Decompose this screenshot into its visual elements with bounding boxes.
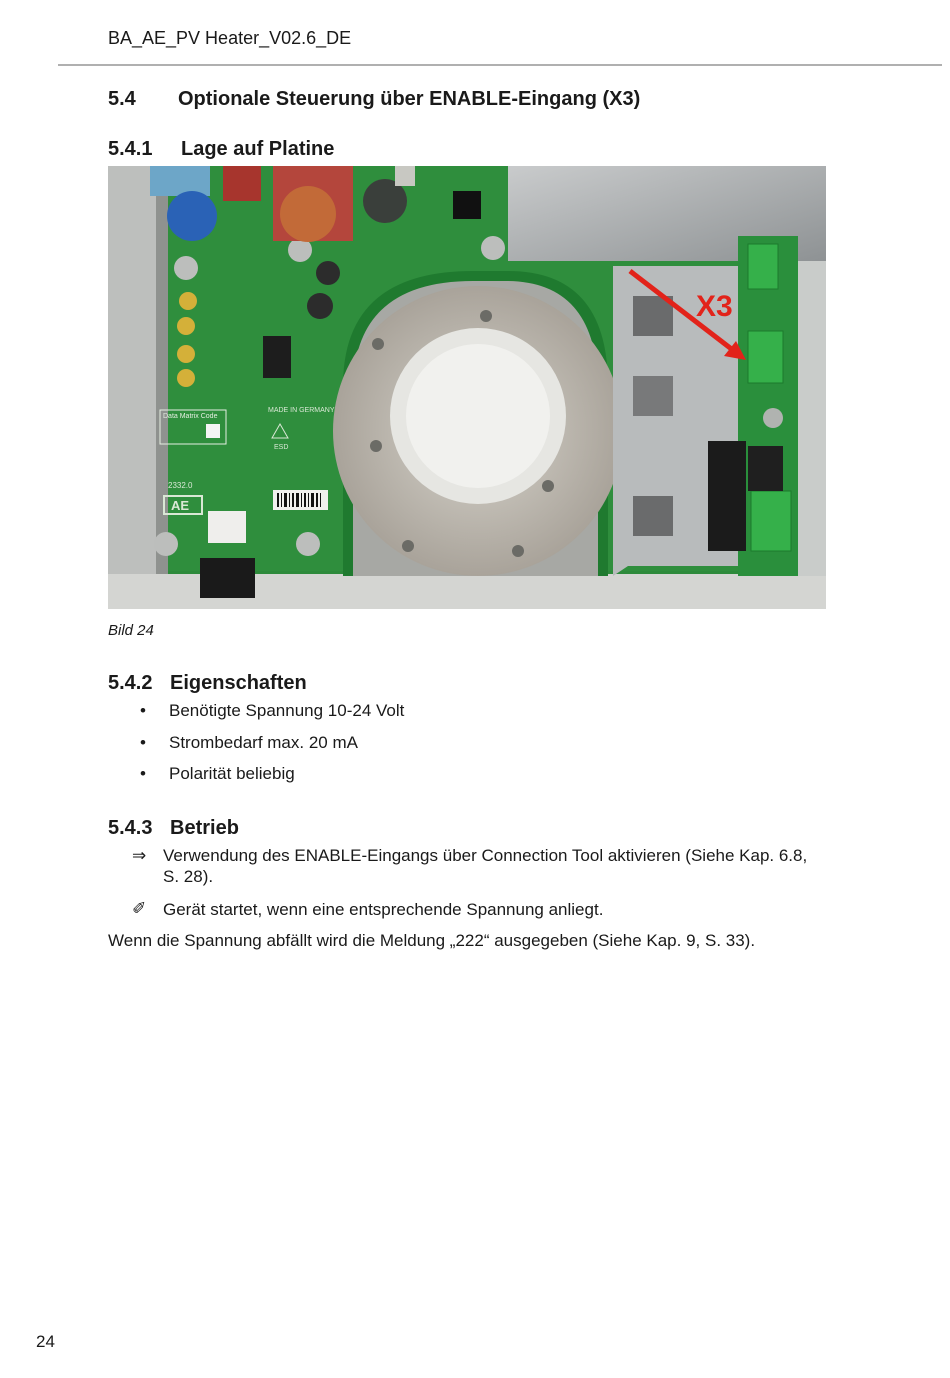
circuit-board-photo (108, 166, 826, 609)
board-number-label: 2332.0 (168, 481, 193, 490)
section-5-4-heading (108, 88, 640, 111)
section-title: Eigenschaften (170, 672, 307, 694)
header-rule (58, 64, 942, 66)
section-title: Lage auf Platine (181, 138, 335, 160)
result-hand-icon: ✐ (132, 899, 147, 918)
esd-label: ESD (274, 444, 289, 451)
section-number: 5.4.2 (108, 672, 153, 694)
section-title: Optionale Steuerung über ENABLE-Eingang (X3) (178, 88, 641, 110)
list-item-text: Polarität beliebig (169, 764, 295, 783)
section-5-4-3-heading (108, 817, 239, 840)
result-text: Gerät startet, wenn eine entsprechende Spannung anliegt. (163, 900, 604, 919)
section-number: 5.4.1 (108, 138, 153, 160)
page-number: 24 (36, 1332, 55, 1351)
list-item-text: Strombedarf max. 20 mA (169, 732, 358, 752)
section-number: 5.4.3 (108, 817, 153, 839)
section-title: Betrieb (170, 817, 239, 839)
ae-logo-label: AE (171, 498, 190, 513)
section-5-4-2-heading (108, 672, 307, 695)
made-in-germany-label: MADE IN GERMANY (268, 407, 335, 414)
note-text: Wenn die Spannung abfällt wird die Meldung „222“ ausgegeben (Siehe Kap. 9, S. 33). (108, 931, 756, 950)
list-item-text: Benötigte Spannung 10-24 Volt (169, 701, 405, 720)
step-text-line-2: S. 28). (163, 867, 214, 886)
bullet-icon: • (140, 764, 146, 783)
data-matrix-label: Data Matrix Code (163, 413, 218, 420)
section-number: 5.4 (108, 88, 136, 110)
x3-label: X3 (696, 290, 733, 323)
step-arrow-icon: ⇒ (132, 846, 147, 865)
section-5-4-1-heading (108, 138, 334, 161)
step-text-line-1: Verwendung des ENABLE-Eingangs über Connection Tool aktivieren (Siehe Kap. 6.8, (163, 846, 808, 865)
bullet-icon: • (140, 732, 146, 752)
bullet-icon: • (140, 701, 146, 720)
running-header: BA_AE_PV Heater_V02.6_DE (108, 28, 352, 48)
figure-caption: Bild 24 (108, 622, 154, 639)
